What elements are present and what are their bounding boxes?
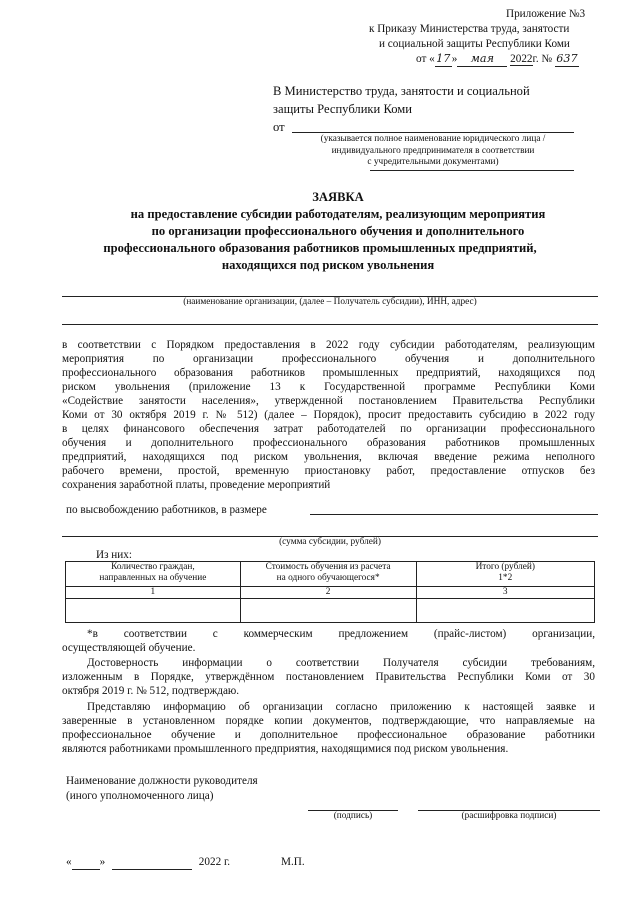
body-line-9: предприятий, находящихся под риском увольнения, включая введение режима неполного	[62, 451, 595, 463]
body-line-1: в соответствии с Порядком предоставления в 2022 году субсидии работодателям, реализующим	[62, 339, 595, 351]
title-line-3: профессионального образования работников промышленных предприятий,	[103, 241, 537, 255]
from-label: от	[273, 120, 285, 134]
amount-field-line[interactable]	[310, 514, 598, 515]
appendix-line-2: к Приказу Министерства труда, занятости	[369, 23, 570, 35]
table-cell-number: 3	[416, 587, 594, 599]
position-label-2: (иного уполномоченного лица)	[66, 790, 214, 802]
title-line-4: находящихся под риском увольнения	[221, 258, 435, 272]
of-them-label: Из них:	[96, 549, 132, 561]
appendix-date-row: от «17» мая 2022г. № 637	[416, 52, 578, 65]
decode-signature-hint: (расшифровка подписи)	[461, 811, 557, 821]
addressee-line-2: защиты Республики Коми	[273, 102, 412, 116]
body-line-4: риском увольнения (приложение 13 к Государственной программе Республики Коми	[62, 381, 595, 393]
document-heading: ЗАЯВКА	[312, 190, 364, 204]
signature-hint: (подпись)	[333, 811, 373, 821]
table-cell-total[interactable]	[416, 599, 594, 623]
reliability-line-2: изложенным в Порядке, утверждённом постановлением Правительства Республики Коми от 30	[62, 671, 595, 683]
date-month-handwritten: мая	[457, 52, 507, 67]
table-header-total: Итого (рублей) 1*2	[416, 562, 594, 587]
title-line-2: по организации профессионального обучения и дополнительного	[151, 224, 525, 238]
organization-field-line-2[interactable]	[62, 324, 598, 325]
table-cell-cost[interactable]	[240, 599, 416, 623]
info-line-2: заверенные в установленном порядке копии документов, подтверждающие, что направляемые на	[62, 715, 595, 727]
appendix-line-3: и социальной защиты Республики Коми	[379, 38, 570, 50]
date-prefix: от «	[416, 53, 435, 65]
body-line-11: сохранения заработной платы, проведение мероприятий	[62, 479, 331, 491]
body-line-7: в целях финансового обеспечения затрат работодателей по организации профессионального	[62, 423, 595, 435]
table-cell-number: 2	[240, 587, 416, 599]
appendix-line-1: Приложение №3	[506, 8, 586, 20]
info-line-4: являются работниками промышленного предприятия, находящимися под риском увольнения.	[62, 743, 509, 755]
addressee-line-1: В Министерство труда, занятости и социальной	[273, 84, 530, 98]
body-line-3: профессионального образования работников промышленных предприятий, находящихся под	[62, 367, 595, 379]
order-number-handwritten: 637	[556, 52, 578, 65]
body-line-5: «Содействие занятости населения», утвержденной постановлением Правительства Республики	[62, 395, 595, 407]
hint-underline	[370, 170, 574, 171]
reliability-line-1: Достоверность информации о соответствии Получателя субсидии требованиям,	[87, 657, 595, 669]
reliability-line-3: октября 2019 г. № 512, подтверждаю.	[62, 685, 240, 697]
organization-hint: (наименование организации, (далее – Получатель субсидии), ИНН, адрес)	[183, 297, 477, 307]
body-line-6: Коми от 30 октября 2019 г. № 512) (далее – Порядок), просит предоставить субсидию в 2022 году	[62, 409, 595, 421]
info-line-1: Представляю информацию об организации согласно приложению к настоящей заявке и	[87, 701, 595, 713]
table-cell-count[interactable]	[66, 599, 241, 623]
bottom-date-month-field[interactable]	[112, 855, 192, 870]
table-header-count: Количество граждан, направленных на обучение	[66, 562, 241, 587]
from-field-line[interactable]	[292, 132, 574, 133]
table-header-cost: Стоимость обучения из расчета на одного обучающегося*	[240, 562, 416, 587]
footnote-line-1: *в соответствии с коммерческим предложением (прайс-листом) организации,	[87, 628, 595, 640]
info-line-3: профессиональное обучение и дополнительное профессиональное образование работники	[62, 729, 595, 741]
bottom-date-row: « » 2022 г.	[66, 856, 231, 868]
date-year-suffix: г. №	[532, 53, 553, 65]
cost-table	[65, 561, 595, 623]
body-line-8: обучения и дополнительного профессионального образования работников промышленных	[62, 437, 595, 449]
table-header-row	[66, 562, 595, 587]
addressee-hint: (указывается полное наименование юридического лица / индивидуального предпринимателя в соответствии с учредительными документами)	[320, 134, 546, 167]
stamp-placeholder: М.П.	[281, 856, 305, 868]
table-row	[66, 599, 595, 623]
bottom-date-year: 2022 г.	[198, 856, 231, 868]
date-day-handwritten: 17	[436, 52, 451, 65]
amount-hint: (сумма субсидии, рублей)	[279, 537, 381, 547]
table-cell-number: 1	[66, 587, 241, 599]
date-year: 2022	[510, 53, 533, 65]
position-label-1: Наименование должности руководителя	[66, 775, 258, 787]
footnote-line-2: осуществляющей обучение.	[62, 642, 196, 654]
body-line-2: мероприятия по организации профессионального обучения и дополнительного	[62, 353, 595, 365]
body-line-10: рабочего времени, простой, временную приостановку работ, предоставление отпусков без	[62, 465, 595, 477]
amount-label: по высвобождению работников, в размере	[66, 504, 267, 516]
title-line-1: на предоставление субсидии работодателям, реализующим мероприятия	[130, 207, 546, 221]
table-number-row	[66, 587, 595, 599]
bottom-date-day-field[interactable]	[72, 855, 100, 870]
